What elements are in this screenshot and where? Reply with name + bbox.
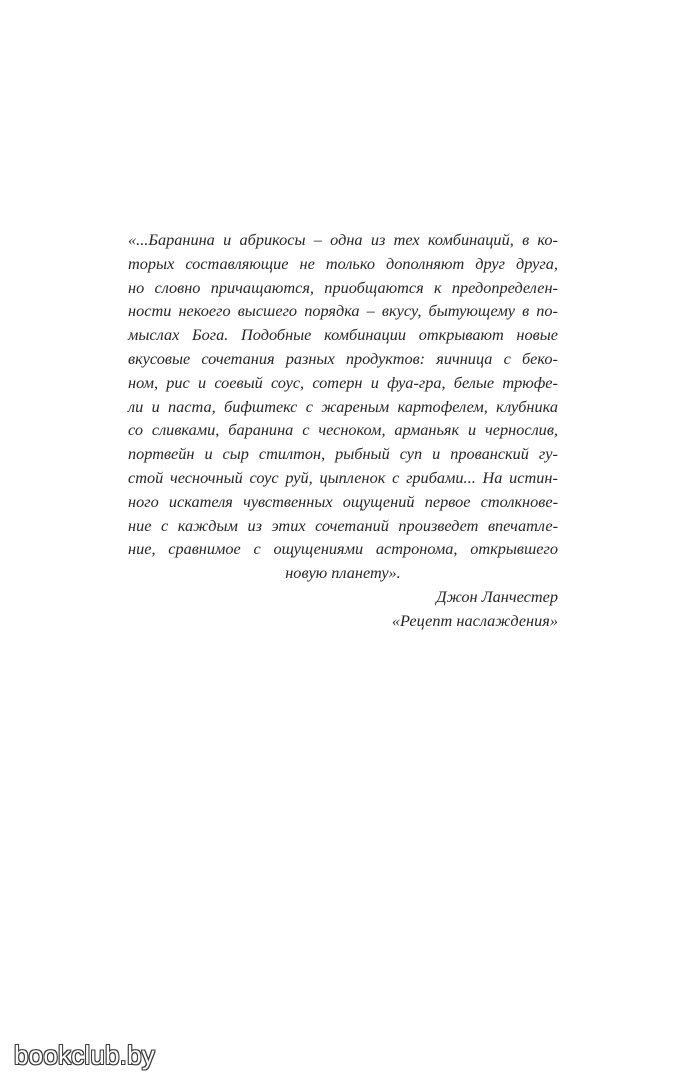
quote-line: ности некоего высшего порядка – вкусу, бытующему в по- (128, 301, 558, 321)
quote-line: ние, сравнимое с ощущениями астронома, открывшего (128, 539, 558, 559)
quote-line: мыслах Бога. Подобные комбинации открывают новые (128, 325, 558, 345)
quote-line: ли и паста, бифштекс с жареным картофелем, клубника (128, 396, 558, 416)
quote-line: ного искателя чувственных ощущений первое столкнове- (128, 491, 558, 511)
epigraph (128, 228, 558, 633)
quote-line: ние с каждым из этих сочетаний произведет впечатле- (128, 515, 558, 535)
quote-line: вкусовые сочетания разных продуктов: яичница с беко- (128, 348, 558, 368)
quote-line: торых составляющие не только дополняют друг друга, (128, 253, 558, 273)
watermark: bookclub.by (14, 1040, 155, 1070)
quote-line: «...Баранина и абрикосы – одна из тех комбинаций, в ко- (128, 230, 558, 249)
quote-line: портвейн и сыр стилтон, рыбный суп и прованский гу- (128, 444, 558, 464)
epigraph-quote (128, 228, 558, 585)
epigraph-author: Джон Ланчестер (436, 586, 558, 606)
quote-line: стой чесночный соус руй, цыпленок с грибами... На истин- (128, 467, 558, 487)
quote-line: ном, рис и соевый соус, сотерн и фуа-гра, белые трюфе- (128, 372, 558, 392)
epigraph-source: «Рецепт наслаждения» (391, 610, 558, 630)
quote-line: новую планету». (285, 563, 401, 583)
quote-line: но словно причащаются, приобщаются к предопределен- (128, 277, 558, 297)
quote-line: со сливками, баранина с чесноком, арманьяк и чернослив, (128, 420, 558, 440)
